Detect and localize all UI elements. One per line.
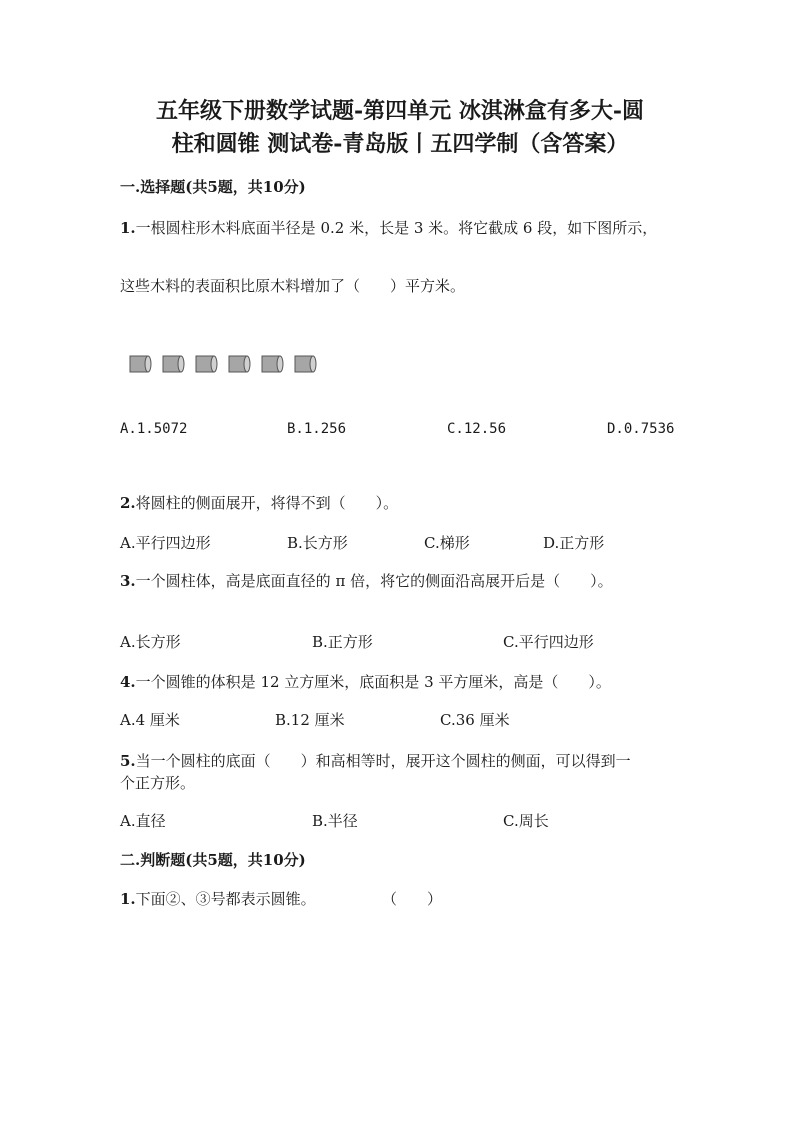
log-piece: [196, 356, 217, 372]
page-title-line-1: 五年级下册数学试题-第四单元 冰淇淋盒有多大-圆: [156, 98, 644, 124]
question-5-continued: 个正方形。: [120, 774, 196, 792]
log-piece: [163, 356, 184, 372]
log-piece: [229, 356, 250, 372]
question-number: 1.: [120, 890, 136, 908]
question-4: [120, 671, 690, 693]
question-text: 将圆柱的侧面展开，将得不到（ ）。: [135, 494, 399, 512]
question-number: 1.: [120, 219, 136, 237]
option-b[interactable]: B.12 厘米: [275, 711, 345, 729]
log-piece: [130, 356, 151, 372]
log-piece: [262, 356, 283, 372]
question-text: 当一个圆柱的底面（ ）和高相等时，展开这个圆柱的侧面，可以得到一: [135, 752, 631, 770]
question-1-continued: 这些木料的表面积比原木料增加了（ ）平方米。: [120, 277, 466, 295]
question-text: 一个圆柱体，高是底面直径的 π 倍，将它的侧面沿高展开后是（ ）。: [135, 572, 613, 590]
question-number: 3.: [120, 572, 136, 590]
question-text: 一个圆锥的体积是 12 立方厘米，底面积是 3 平方厘米，高是（ ）。: [135, 673, 611, 691]
section-heading-judgement: 二.判断题(共5题，共10分): [120, 851, 306, 869]
option-a[interactable]: A.长方形: [120, 633, 181, 651]
answer-blank[interactable]: （ ）: [382, 890, 443, 908]
option-c[interactable]: C.平行四边形: [503, 633, 594, 651]
option-c[interactable]: C.周长: [503, 812, 549, 830]
log-pieces-figure: [128, 352, 328, 376]
option-d[interactable]: D.正方形: [543, 534, 605, 552]
log-piece: [295, 356, 316, 372]
question-text: 下面②、③号都表示圆锥。: [135, 890, 316, 908]
question-1: [120, 217, 690, 239]
question-text: 一根圆柱形木料底面半径是 0.2 米，长是 3 米。将它截成 6 段，如下图所示，: [135, 219, 658, 237]
option-a[interactable]: A.直径: [120, 812, 166, 830]
question-3: [120, 570, 690, 592]
question-2: [120, 492, 690, 514]
question-5: [120, 750, 690, 772]
question-number: 2.: [120, 494, 136, 512]
option-a[interactable]: A.平行四边形: [120, 534, 211, 552]
option-a[interactable]: A.4 厘米: [120, 711, 180, 729]
option-b[interactable]: B.正方形: [312, 633, 373, 651]
option-c[interactable]: C.36 厘米: [440, 711, 510, 729]
option-b[interactable]: B.长方形: [287, 534, 348, 552]
option-b[interactable]: B.1.256: [287, 421, 347, 437]
option-c[interactable]: C.12.56: [447, 421, 507, 437]
option-c[interactable]: C.梯形: [424, 534, 470, 552]
option-d[interactable]: D.0.7536: [607, 421, 675, 437]
question-number: 4.: [120, 673, 136, 691]
question-number: 5.: [120, 752, 136, 770]
page-title-line-2: 柱和圆锥 测试卷-青岛版丨五四学制（含答案）: [171, 131, 629, 157]
option-b[interactable]: B.半径: [312, 812, 358, 830]
option-a[interactable]: A.1.5072: [120, 421, 188, 437]
section-heading-choice: 一.选择题(共5题，共10分): [120, 178, 306, 196]
